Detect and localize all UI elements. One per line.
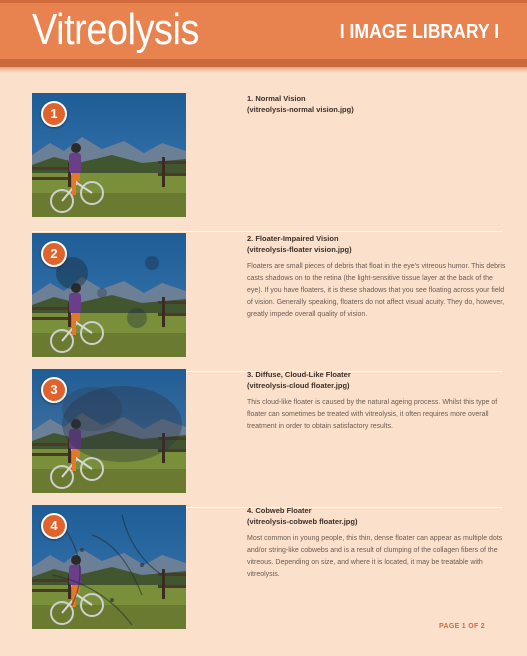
entry-filename: (vitreolysis-cobweb floater.jpg) (247, 517, 358, 526)
entry-filename: (vitreolysis-cloud floater.jpg) (247, 381, 350, 390)
entry-filename: (vitreolysis-normal vision.jpg) (247, 105, 354, 114)
header-shadow-band (0, 59, 527, 67)
entry-heading: 2. Floater-Impaired Vision (247, 234, 339, 243)
library-image[interactable] (32, 505, 186, 629)
header-bar (0, 3, 527, 59)
library-image[interactable] (32, 93, 186, 217)
number-badge: 2 (41, 241, 67, 267)
entry-divider (32, 231, 503, 232)
entry-description: This cloud-like floater is caused by the natural ageing process. Whilst this type of floater can sometimes be treated with vitreolysis, it often requires more overall treatment in order to obtain satisfactory results. (247, 399, 498, 430)
page-title: Vitreolysis (32, 5, 200, 54)
entry-description: Most common in young people, this thin, dense floater can appear as multiple dots and/or string-like cobwebs and is a result of clumping of the collagen fibers of the vitreous. Depending on size, and where it is located, it may be treatable with vitreolysis. (247, 535, 503, 578)
entry-heading: 1. Normal Vision (247, 94, 306, 103)
entry-text (247, 505, 507, 581)
number-badge: 1 (41, 101, 67, 127)
entry-text (247, 93, 507, 121)
library-entry (0, 233, 527, 367)
entry-heading: 3. Diffuse, Cloud-Like Floater (247, 370, 351, 379)
library-entry (0, 93, 527, 227)
page-number: PAGE 1 OF 2 (439, 623, 485, 630)
entry-text (247, 369, 507, 433)
library-entry (0, 369, 527, 503)
entry-description: Floaters are small pieces of debris that float in the eye's vitreous humor. This debris casts shadows on to the retina (the light-sensitive tissue layer at the back of the eye). If you have floaters, it is these shadows that you see floating across your field of vision. Generally speaking, floaters do not affect visual acuity. They do, however, greatly impede overall quality of vision. (247, 263, 506, 318)
page-subtitle: I IMAGE LIBRARY I (339, 21, 499, 43)
number-badge: 3 (41, 377, 67, 403)
number-badge: 4 (41, 513, 67, 539)
entry-text (247, 233, 507, 321)
library-image[interactable] (32, 233, 186, 357)
entry-filename: (vitreolysis-floater vision.jpg) (247, 245, 352, 254)
library-image[interactable] (32, 369, 186, 493)
entry-heading: 4. Cobweb Floater (247, 506, 312, 515)
library-entry (0, 505, 527, 639)
header-shadow-fade (0, 67, 527, 73)
